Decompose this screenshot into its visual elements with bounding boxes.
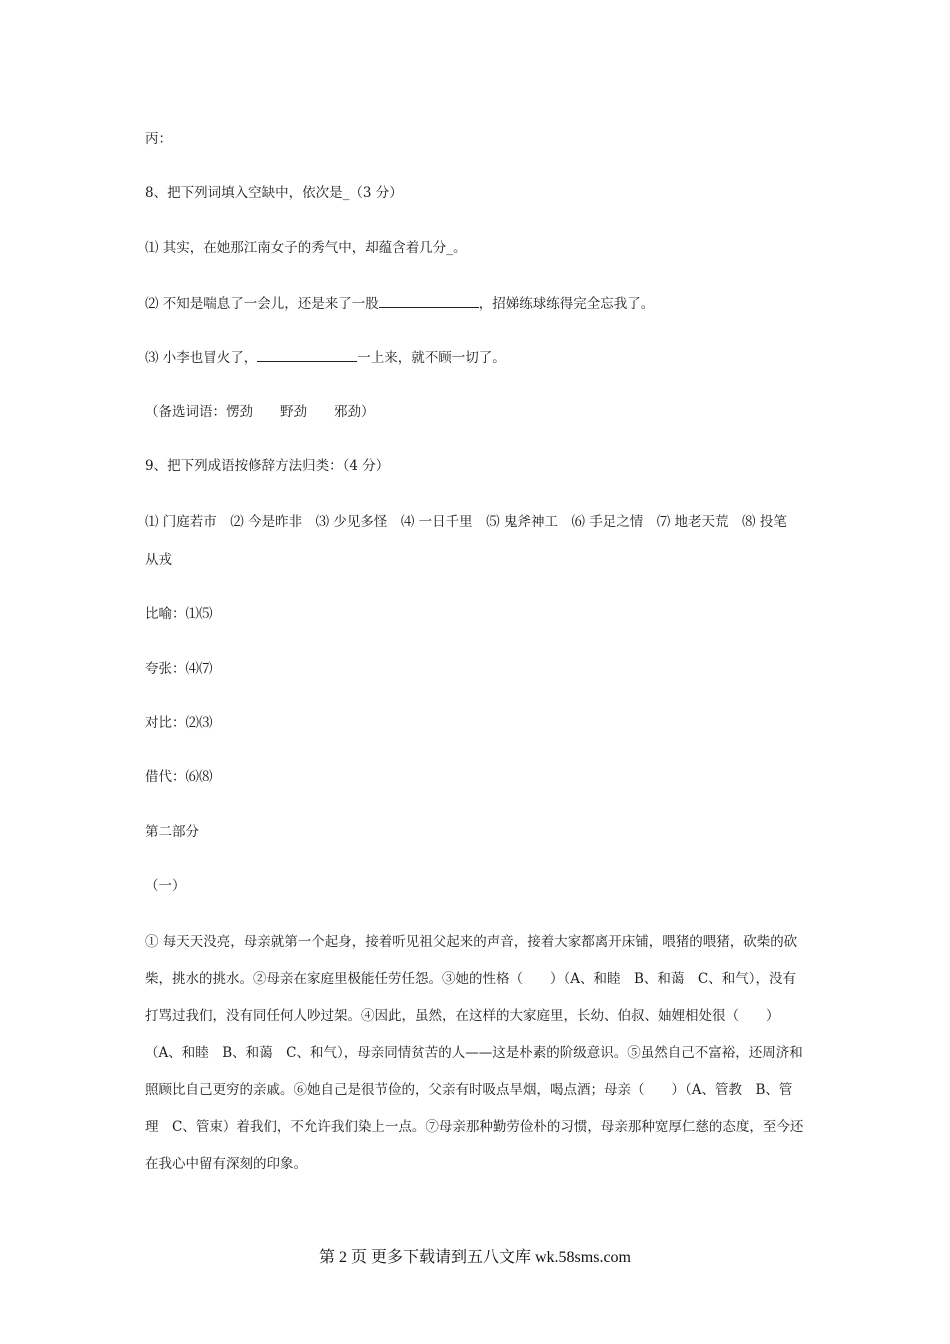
answer-jiedai: 借代：⑹⑻ [145, 769, 213, 785]
question-8-item-3-before: ⑶ 小李也冒火了， [145, 350, 258, 366]
bing-label: 丙： [145, 131, 172, 147]
question-8-item-1: ⑴ 其实，在她那江南女子的秀气中，却蕴含着几分_。 [145, 240, 467, 256]
question-9-idioms-cont: 从戎 [145, 552, 172, 568]
part-two-heading: 第二部分 [145, 824, 199, 840]
answer-duibi: 对比：⑵⑶ [145, 715, 213, 731]
question-8-item-2-before: ⑵ 不知是喘息了一会儿，还是来了一股 [145, 296, 379, 312]
reading-passage: ① 每天天没亮，母亲就第一个起身，接着听见祖父起来的声音，接着大家都离开床铺，喂猪的喂猪，砍柴的砍柴，挑水的挑水。②母亲在家庭里极能任劳任怨。③她的性格（ ）（A、和睦 B、和蔼 C、和气），没有打骂过我们，没有同任何人吵过架。④因此，虽然，在这样的大家庭里，长幼、伯叔、妯娌相处很（ ）（A、和睦 B、和蔼 C、和气），母亲同情贫苦的人——这是朴素的阶级意识。⑤虽然自己不富裕，还周济和照顾比自己更穷的亲戚。⑥她自己是很节俭的，父亲有时吸点旱烟，喝点酒；母亲（ ）（A、管教 B、管理 C、管束）着我们，不允许我们染上一点。⑦母亲那种勤劳俭朴的习惯，母亲那种宽厚仁慈的态度，至今还在我心中留有深刻的印象。 [145, 934, 804, 1172]
question-8-item-2 [145, 293, 654, 314]
question-8-options: （备选词语：愣劲 野劲 邪劲） [145, 404, 375, 420]
question-9-idioms: ⑴ 门庭若市 ⑵ 今是昨非 ⑶ 少见多怪 ⑷ 一日千里 ⑸ 鬼斧神工 ⑹ 手足之情 ⑺ 地老天荒 ⑻ 投笔 [145, 514, 787, 530]
question-8-item-3 [145, 347, 506, 368]
question-8-item-2-after: ，招娣练球练得完全忘我了。 [478, 296, 655, 312]
fill-blank-3[interactable] [257, 347, 357, 362]
question-8-item-3-after: 一上来，就不顾一切了。 [357, 350, 506, 366]
page-footer: 第 2 页 更多下载请到五八文库 wk.58sms.com [318, 1249, 631, 1266]
answer-kuazhang: 夸张：⑷⑺ [145, 661, 213, 677]
question-9-title: 9、把下列成语按修辞方法归类：（4 分） [145, 458, 390, 474]
section-one-heading: （一） [145, 878, 186, 894]
fill-blank-2[interactable] [379, 293, 479, 308]
answer-biyu: 比喻：⑴⑸ [145, 606, 213, 622]
question-8-title: 8、把下列词填入空缺中，依次是_（3 分） [145, 185, 403, 201]
